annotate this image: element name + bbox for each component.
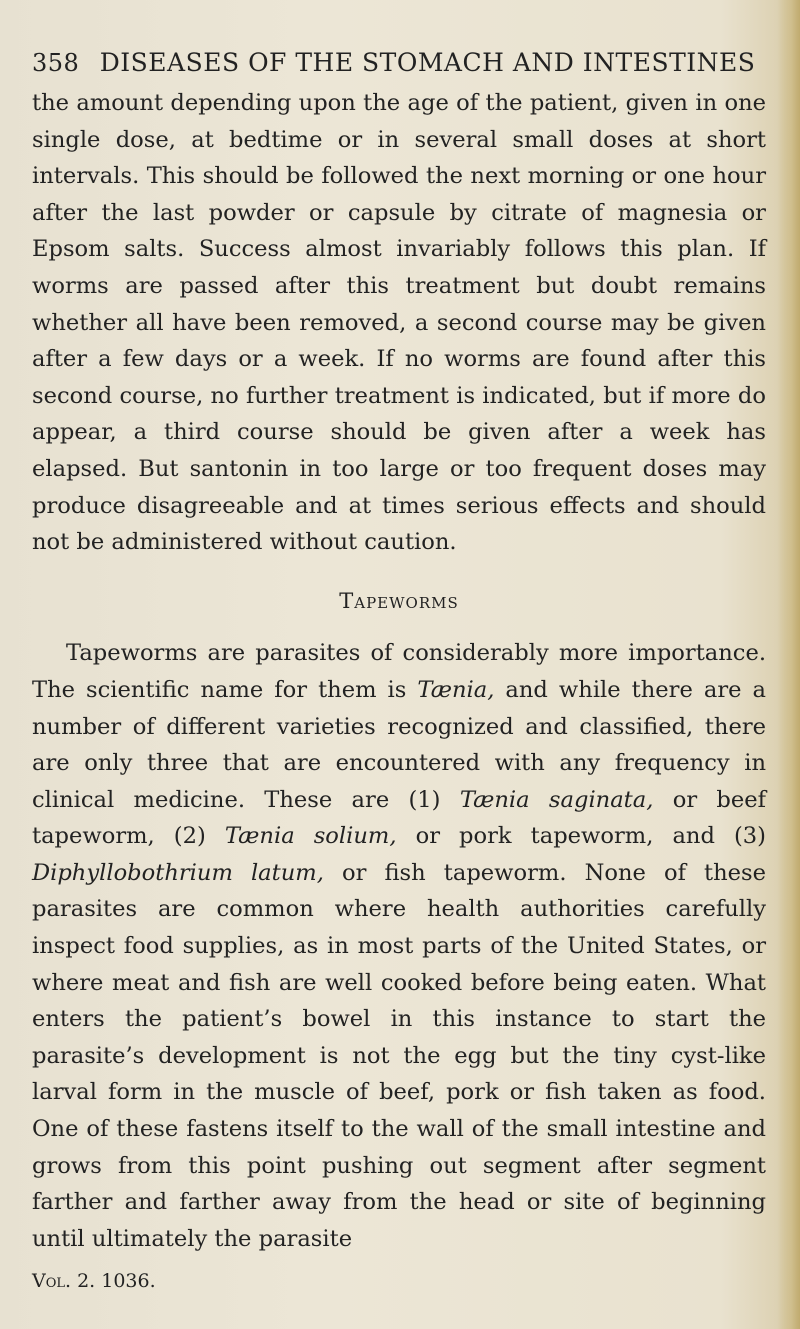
- italic-taenia: Tænia,: [417, 676, 495, 703]
- paragraph-2: [32, 635, 766, 1257]
- signature-mark: Vol. 2. 1036.: [32, 1270, 156, 1292]
- running-header: [32, 48, 755, 77]
- running-title: DISEASES OF THE STOMACH AND INTESTINES: [99, 48, 756, 77]
- main-text: [32, 85, 766, 1257]
- italic-diphyllobothrium-latum: Diphyllobothrium latum,: [32, 859, 324, 886]
- italic-taenia-solium: Tænia solium,: [224, 823, 397, 850]
- paragraph-2-text-4: or pork tapeworm, and (3): [396, 823, 766, 850]
- paragraph-2-text-5: or fish tapeworm. None of these parasites are common where health authorities carefully inspect food supplies, as in most parts of the United States, or where meat and fish are well cooked before being eaten. What enters the patient’s bowel in this instance to start the parasite’s development is not the egg but the tiny cyst-like larval form in the muscle of beef, pork or fish taken as food. One of these fastens itself to the wall of the small intestine and grows from this point pushing out segment after segment farther and farther away from the head or site of beginning until ultimately the parasite: [32, 859, 766, 1252]
- paragraph-1: the amount depending upon the age of the patient, given in one single dose, at bedtime or in several small doses at short intervals. This should be followed the next morning or one hour after the last powder or capsule by citrate of magnesia or Epsom salts. Success almost invariably follows this plan. If worms are passed after this treatment but doubt remains whether all have been removed, a second course may be given after a few days or a week. If no worms are found after this second course, no further treatment is indicated, but if more do appear, a third course should be given after a week has elapsed. But santonin in too large or too frequent doses may produce disagreeable and at times serious effects and should not be administered without caution.: [32, 90, 766, 556]
- page-number: 358: [32, 49, 80, 77]
- page-edge-shadow: [778, 0, 800, 1329]
- paragraph-2-text-2: and while there are a number of different varieties recognized and classified, there are only three that are encountered with any frequency in clinical medicine. These are (1): [32, 676, 766, 813]
- paragraph-2-text-3: or beef tapeworm, (2): [32, 786, 766, 850]
- italic-taenia-saginata: Tænia saginata,: [459, 786, 654, 813]
- section-heading: Tapeworms: [339, 588, 459, 613]
- paragraph-2-text-1: Tapeworms are parasites of considerably more importance. The scientific name for them is: [32, 640, 766, 703]
